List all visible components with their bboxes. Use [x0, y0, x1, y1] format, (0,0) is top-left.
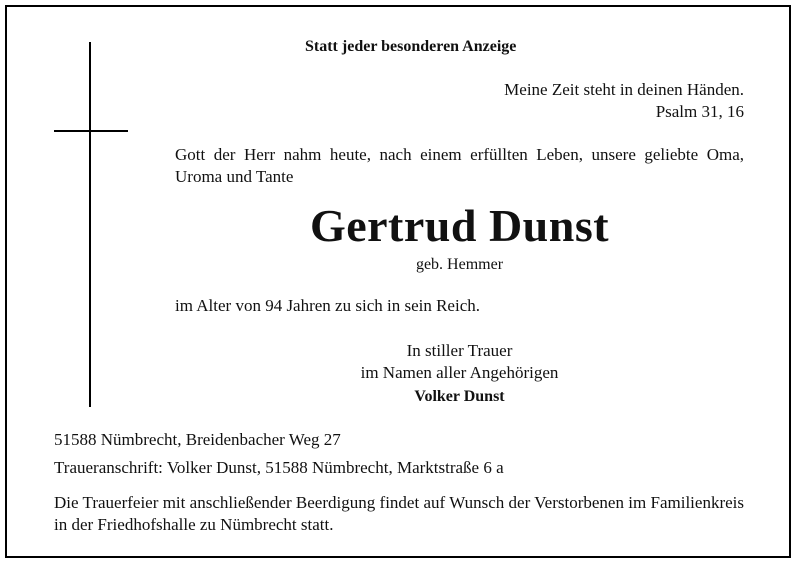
bible-quote	[504, 79, 744, 123]
home-address: 51588 Nümbrecht, Breidenbacher Weg 27	[54, 430, 341, 449]
notice-header: Statt jeder besonderen Anzeige	[305, 38, 517, 55]
mourning-line-1: In stiller Trauer	[406, 341, 513, 360]
mourning-block	[175, 340, 744, 384]
cross-vertical-bar	[89, 42, 91, 407]
mourning-address: Traueranschrift: Volker Dunst, 51588 Nümbrecht, Marktstraße 6 a	[54, 458, 504, 477]
deceased-name: Gertrud Dunst	[309, 200, 610, 251]
birth-name: geb. Hemmer	[415, 256, 504, 273]
signer-name: Volker Dunst	[414, 388, 505, 405]
quote-reference: Psalm 31, 16	[655, 102, 744, 121]
quote-text: Meine Zeit steht in deinen Händen.	[504, 80, 744, 99]
funeral-note: Die Trauerfeier mit anschließender Beerdigung findet auf Wunsch der Verstorbenen im Familienkreis in der Friedhofshalle zu Nümbrecht statt.	[54, 493, 744, 534]
mourning-line-2: im Namen aller Angehörigen	[360, 363, 559, 382]
age-text: im Alter von 94 Jahren zu sich in sein Reich.	[175, 296, 480, 315]
cross-horizontal-bar	[54, 130, 128, 132]
intro-text: Gott der Herr nahm heute, nach einem erfüllten Leben, unsere geliebte Oma, Uroma und Tante	[175, 145, 744, 186]
